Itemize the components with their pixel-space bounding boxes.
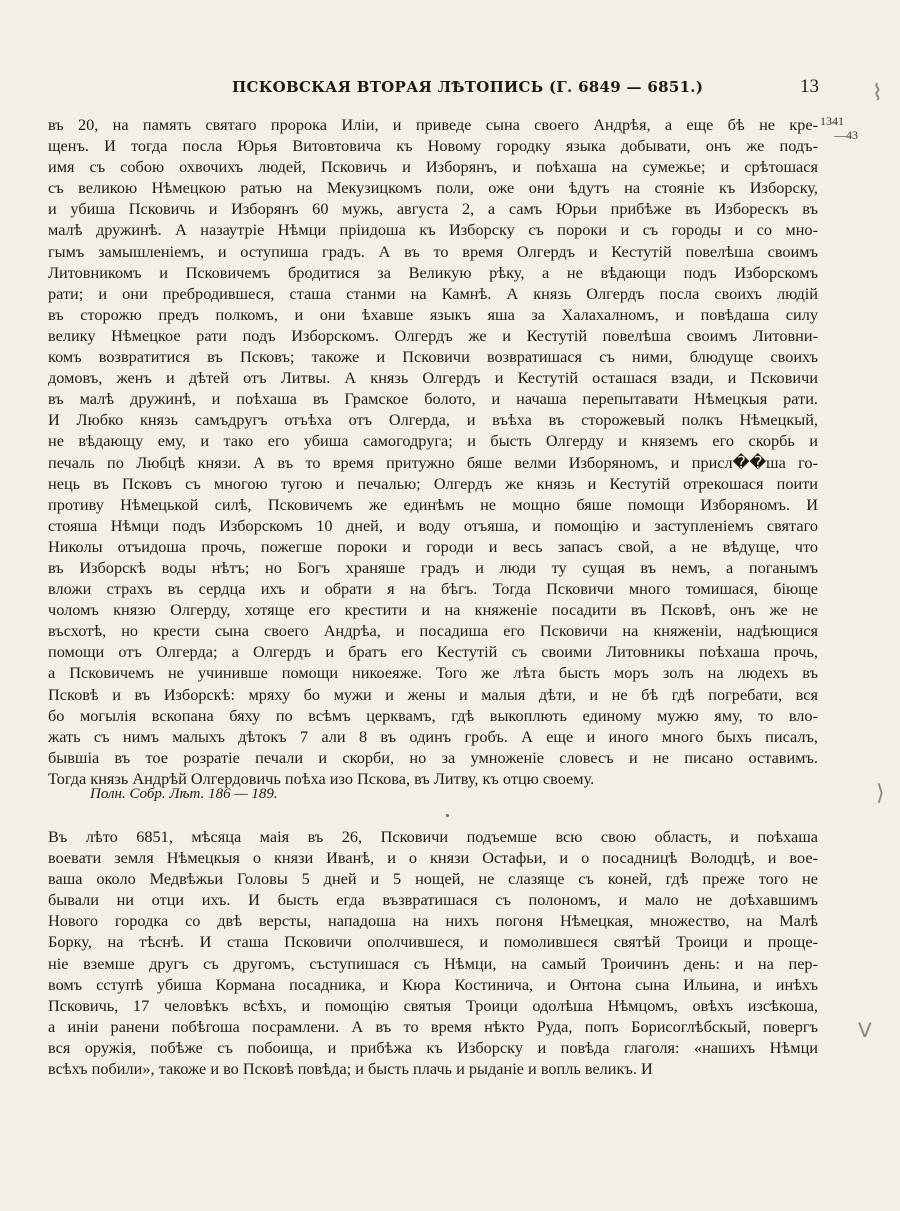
text-line: нець въ Псковъ съ многою тугою и печалью; Олгердъ же князь и Кестутій отрекошася поити — [48, 473, 818, 493]
text-line: воевати земля Нѣмецкыя о князи Иванѣ, и о князи Остафьи, и о посадницѣ Володцѣ, и вое- — [48, 848, 818, 868]
text-line: противу Нѣмецькой силѣ, Псковичемъ же единѣмъ не мощно бяше помощи Изборяномъ. И — [48, 494, 818, 514]
text-line: а Псковичемъ не учинивше помощи никоеяже. Того же лѣта бысть моръ золъ на людехъ въ — [48, 663, 818, 683]
text-line: Борку, на тѣснѣ. И сташа Псковичи ополчившеся, и помолившеся святѣй Троици и проще- — [48, 932, 818, 952]
text-line: жать съ нимъ малыхъ дѣтокъ 7 али 8 въ одинъ гробъ. А еще и иного много быхъ писалъ, — [48, 726, 818, 746]
text-line: Литовникомъ и Псковичемъ бродитися за Великую рѣку, а не вѣдающи подъ Изборскомъ — [48, 262, 818, 282]
source-note: Полн. Собр. Лѣт. 186 — 189. — [90, 786, 278, 802]
text-line: въ Изборскѣ воды нѣтъ; но Богъ храняше градъ и люди ту сущая въ немъ, а поганымъ — [48, 557, 818, 577]
text-line: Нового городка со двѣ версты, нападоша на нихъ погоня Нѣмецкая, множество, на Малѣ — [48, 911, 818, 931]
margin-year-range-end: —43 — [834, 128, 858, 142]
text-line: гымъ замышленіемъ, и оступиша градъ. А въ то время Олгердъ и Кестутій повелѣша своимъ — [48, 241, 818, 261]
text-line: всѣхъ побили», такоже и во Псковѣ повѣда; и бысть плачь и рыданіе и вопль великъ. И — [48, 1059, 653, 1079]
separator-dot — [446, 814, 449, 817]
text-line: чоломъ князю Олгерду, хотяще его крестити и на княженіе посадити въ Псковѣ, онъ же не — [48, 600, 818, 620]
text-line: ваша около Медвѣжьи Головы 5 дней и 5 нощей, не слазяще съ коней, гдѣ преже того не — [48, 869, 818, 889]
text-line: Тогда князь Андрѣй Олгердовичь поѣха изо Пскова, въ Литву, къ отцю своему. — [48, 768, 595, 788]
text-line: щенъ. И тогда посла Юрья Витовтовича къ Новому городку языка добывати, онъ же подъ- — [48, 136, 818, 156]
pencil-check-icon: ᐯ — [858, 1020, 872, 1042]
text-line: Псковичь, 17 человѣкъ всѣхъ, и помощію святыя Троици одолѣша Нѣмцомъ, овѣхъ изсѣкоша, — [48, 995, 818, 1015]
text-line: велику Нѣмецкое рати подъ Изборскомъ. Олгердъ же и Кестутій повелѣша своимъ Литовни- — [48, 325, 818, 345]
pencil-mark-icon: ⌇ — [872, 80, 883, 105]
text-line: въ сторожю предъ полкомъ, и они ѣхавше языкъ яша за Халахалномъ, и повѣдаша силу — [48, 304, 818, 324]
text-line: комъ возвратитися въ Псковъ; такоже и Псковичи возвратишася съ ними, блюдуще своихъ — [48, 347, 818, 367]
pencil-bracket-icon: ⟩ — [876, 780, 885, 805]
text-line: Псковѣ и въ Изборскѣ: мряху бо мужи и жены и малыя дѣти, и не бѣ гдѣ погребати, вся — [48, 684, 818, 704]
text-line: малѣ дружинѣ. А назаутріе Нѣмци пріидоша къ Изборску съ пороки и съ городы и со мно- — [48, 220, 818, 240]
running-title: ПСКОВСКАЯ ВТОРАЯ ЛѢТОПИСЬ (Г. 6849 — 6851.) — [232, 78, 704, 96]
text-line: въ 20, на память святаго пророка Иліи, и приведе сына своего Андрѣя, а еще бѣ не кре- — [48, 115, 818, 134]
text-line: Николы отъидоша прочь, пожегше пороки и городи и весь запасъ свой, а не вѣдуще, что — [48, 536, 818, 556]
text-line: въсхотѣ, но крести сына своего Андрѣа, и посадиша его Псковичи на княженіи, надѣющися — [48, 621, 818, 641]
text-line: вложи страхъ въ сердца ихъ и обрати я на бѣгъ. Тогда Псковичи много томишася, біюще — [48, 579, 818, 599]
text-line: бывали ни отци ихъ. И бысть егда възвратишася съ полономъ, и мало не доѣхавшимъ — [48, 890, 818, 910]
text-line: бывшіа въ тое розратіе печали и скорби, но за умноженіе словесъ и не писано оставимъ. — [48, 747, 818, 767]
text-line: бо могылія вскопана бяху по всѣмъ церквамъ, гдѣ выкоплють единому мужю яму, то вло- — [48, 705, 818, 725]
text-line: въ малѣ дружинѣ, и поѣхаша въ Грамское болото, и начаша перепытавати Нѣмецкыя рати. — [48, 389, 818, 409]
text-line: и убиша Псковичь и Изборянъ 60 мужь, августа 2, а самъ Юрьи прибѣже въ Изборескъ въ — [48, 199, 818, 219]
paragraph-1 — [48, 114, 818, 789]
text-line: не вѣдающу ему, и тако его убиша самогодруга; и бысть Олгерду и княземъ его скорбь и — [48, 431, 818, 451]
text-line: домовъ, женъ и дѣтей отъ Литвы. А князь Олгердъ и Кестутій осташася взади, и Псковичи — [48, 368, 818, 388]
text-line: ніе вземше другъ съ другомъ, съступишася съ Нѣмци, на самый Троичинъ день: и на пер- — [48, 953, 818, 973]
text-line: рати; и они пребродившеся, сташа станми на Камнѣ. А князь Олгердъ посла своихъ людій — [48, 283, 818, 303]
page-number: 13 — [800, 76, 819, 97]
text-line: помощи отъ Олгерда; а Олгердъ и братъ его Кестутій съ своими Литовникы поѣхаша прочь, — [48, 642, 818, 662]
text-line: а иніи ранени побѣгоша посрамлени. А въ то время нѣкто Руда, попъ Борисоглѣбскый, повергъ — [48, 1016, 818, 1036]
text-line: Въ лѣто 6851, мѣсяца маія въ 26, Псковичи подъемше всю свою область, и поѣхаша — [48, 827, 818, 846]
text-line: И Любко князь самъдругъ отъѣха отъ Олгерда, и въѣха въ сторожевый полкъ Нѣмецкый, — [48, 410, 818, 430]
text-line: вся оружія, побѣже съ побоища, и прибѣжа къ Изборску и повѣда глаголя: «нашихъ Нѣмци — [48, 1037, 818, 1057]
page-header — [0, 76, 900, 104]
text-line: вомъ сступѣ убиша Кормана посадника, и Кюра Костинича, и Онтона сына Ильина, и инѣхъ — [48, 974, 818, 994]
margin-year-range-start: 1341 — [820, 114, 844, 128]
text-line: печаль по Любцѣ князи. А въ то время притужно бяше велми Изборяномъ, и присл��ша го- — [48, 452, 818, 472]
paragraph-2 — [48, 826, 818, 1079]
text-line: съ великою Нѣмецкою ратью на Мекузицкомъ поли, оже они ѣдутъ на стояніе къ Изборску, — [48, 178, 818, 198]
text-line: стояша Нѣмци подъ Изборскомъ 10 дней, и воду отъяша, и помощію и заступленіемъ святаго — [48, 515, 818, 535]
text-line: имя съ собою охвочихъ людей, Псковичь и Изборянъ, и поѣхаша на сумежье; и срѣтошася — [48, 157, 818, 177]
